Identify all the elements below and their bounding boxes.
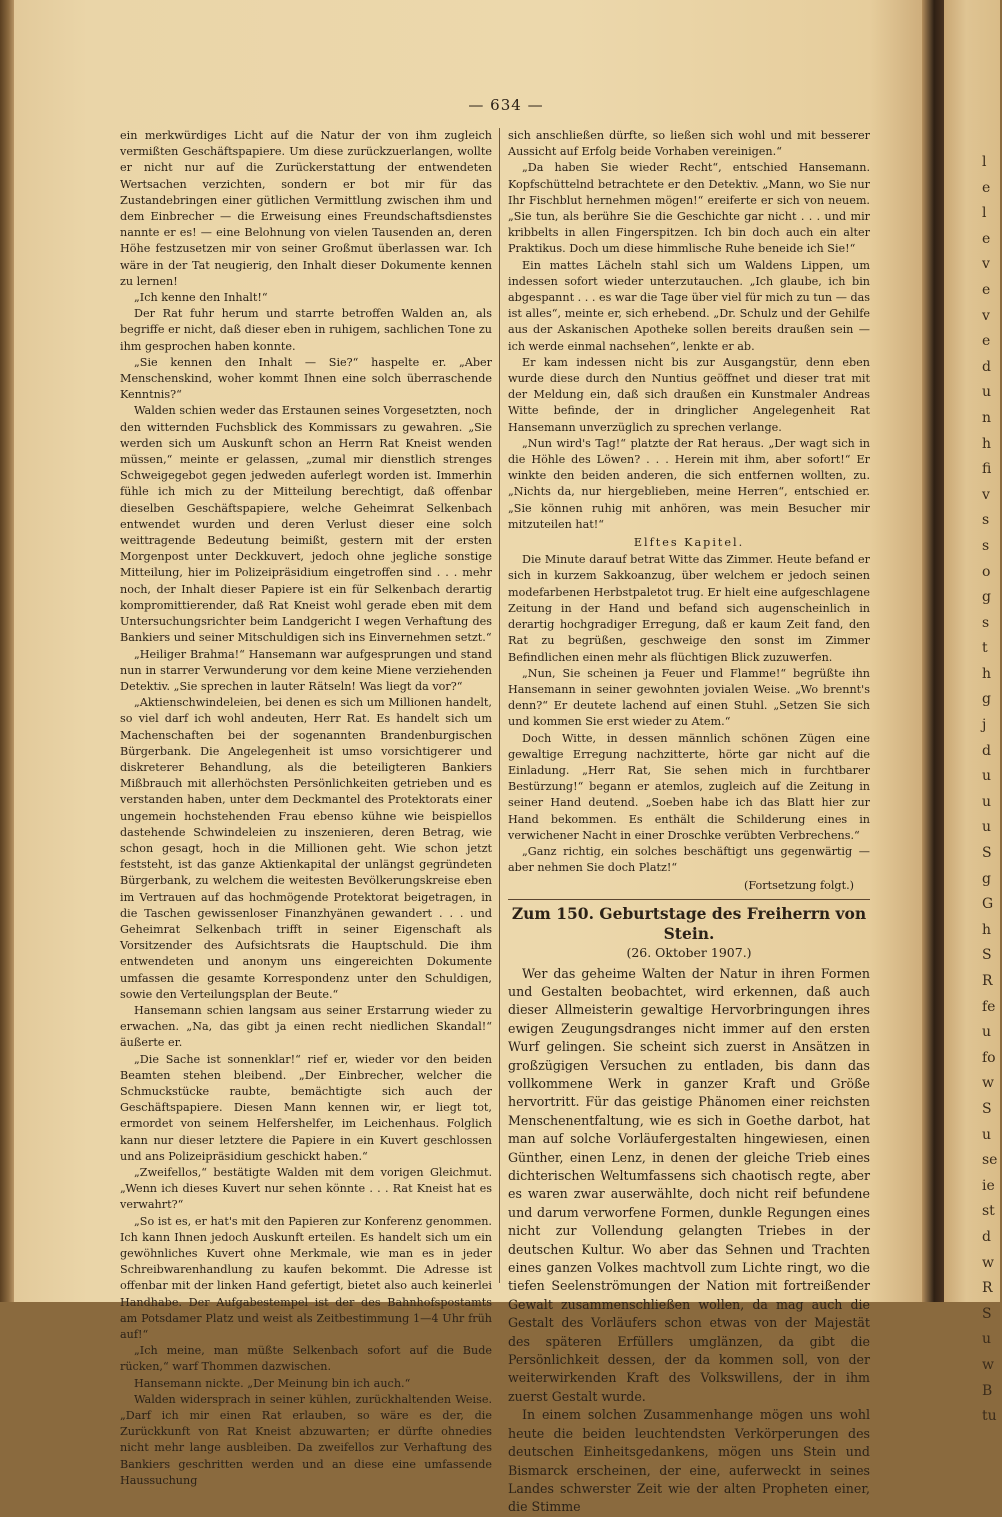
left-column [120,128,492,1487]
next-page-letter: e [982,281,991,298]
next-page-letter: l [982,154,987,170]
next-page-letter: w [982,1254,994,1271]
paragraph: „Da haben Sie wieder Recht“, entschied Hansemann. Kopfschüttelnd betrachtete er den Detektiv. „Mann, wo Sie nur Ihr Fischblut hernehmen mögen!“ ereiferte er sich von neuem. „Sie tun, als berühre Sie die Geschichte gar nicht . . . und mir kribbelts in allen Fingerspitzen. Ich bin doch auch ein alter Praktikus. Doch um diese himmlische Ruhe beneide ich Sie!“ [508,161,870,256]
next-page-letter: s [982,512,990,529]
next-page-letter: u [982,1331,992,1348]
paragraph: „Ich kenne den Inhalt!“ [134,291,268,305]
next-page-letter: h [982,665,992,682]
paragraph: „Ganz richtig, ein solches beschäftigt uns gegenwärtig — aber nehmen Sie doch Platz!“ [508,844,870,875]
paragraph: Hansemann nickte. „Der Meinung bin ich auch.“ [134,1376,411,1390]
paragraph: Walden widersprach in seiner kühlen, zurückhaltenden Weise. „Darf ich mir einen Rat erlauben, so wäre es der, die Zurückkunft von Rat Kneist abzuwarten; er dürfte ohnedies nicht mehr lange ausbleiben. Da zweifellos zur Verhaftung des Bankiers geschritten werden und an diese eine umfassende Haussuchung [120,1392,492,1487]
next-page-letter: v [982,486,990,503]
next-page-letter: fo [982,1049,996,1066]
paragraph: Doch Witte, in dessen männlich schönen Zügen eine gewaltige Erregung nachzitterte, hörte gar nicht auf die Einladung. „Herr Rat, Sie sehen mich in furchtbarer Bestürzung!“ begann er atemlos, zugleich auf die Zeitung in seiner Hand deutend. „Soeben habe ich das Blatt hier zur Hand bekommen. Es enthält die Schilderung eines in verwichener Nacht in einer Droschke verübten Verbrechens.“ [508,731,870,842]
paragraph: „Heiliger Brahma!“ Hansemann war aufgesprungen und stand nun in starrer Verwunderung vor dem keine Miene verziehenden Detektiv. „Sie sprechen in lauter Rätseln! Was liegt da vor?“ [120,647,492,693]
next-page-letter: S [982,1100,992,1117]
next-page-letter: e [982,179,991,196]
next-page-letter: g [982,691,991,708]
next-page-letter: v [982,307,990,324]
next-page-letter: g [982,870,991,887]
paragraph: „Zweifellos,“ bestätigte Walden mit dem vorigen Gleichmut. „Wenn ich dieses Kuvert nur sehen könnte . . . Rat Kneist hat es verwahrt?“ [120,1166,492,1212]
next-page-letter: ie [982,1177,995,1194]
paragraph: sich anschließen dürfte, so ließen sich wohl und mit besserer Aussicht auf Erfolg beide Vorhaben vereinigen.“ [508,129,870,159]
paragraph: Er kam indessen nicht bis zur Ausgangstür, denn eben wurde diese durch den Nuntius geöffnet und dieser trat mit der Meldung ein, daß sich draußen ein Kunstmaler Andreas Witte befinde, der in dringlicher Angelegenheit Rat Hansemann unverzüglich zu sprechen verlange. [508,355,870,434]
next-page-letter: v [982,256,990,273]
next-page-letter: d [982,1228,991,1245]
chapter-heading: Elftes Kapitel. [633,536,745,550]
paragraph: „Sie kennen den Inhalt — Sie?“ haspelte er. „Aber Menschenskind, woher kommt Ihnen eine solch überraschende Kenntnis?“ [120,355,492,402]
next-page-letter: o [982,563,991,580]
paragraph: Ein mattes Lächeln stahl sich um Waldens Lippen, um indessen sofort wieder unterzutauchen. „Ich glaube, ich bin abgespannt . . . es war die Tage über viel für mich zu tun — das ist alles“, meinte er, sich erhebend. „Dr. Schulz und der Gehilfe aus der Askanischen Apotheke sollen bereits draußen sein — ich werde einmal nachsehen“, lenkte er ab. [508,258,871,353]
paragraph: „Nun, Sie scheinen ja Feuer und Flamme!“ begrüßte ihn Hansemann in seiner gewohnten jovialen Weise. „Wo brennt's denn?“ Er deutete lachend auf einen Stuhl. „Setzen Sie sich und kommen Sie erst wieder zu Atem.“ [508,666,870,729]
paragraph: ein merkwürdiges Licht auf die Natur der von ihm zugleich vermißten Geschäftspapiere. Um diese zurückzuerlangen, wollte er nicht nur auf die Zurückerstattung der entwendeten Wertsachen verzichten, sondern er bot mir für das Zustandebringen einer gütlichen Vermittlung zwischen ihm und dem Einbrecher — die Erweisung eines Freundschaftsdienstes nannte er es! — eine Belohnung von vielen Tausenden an, deren Höhe festzusetzen mir von seiner Großmut überlassen war. Ich wäre in der Tat neugierig, den Inhalt dieser Dokumente kennen zu lernen! [120,129,492,288]
next-page-letter: h [982,921,992,938]
next-page-letter: u [982,1024,992,1041]
next-page-letter: fe [982,998,996,1015]
next-page-letter: st [982,1203,995,1220]
next-page-letter: s [982,614,990,631]
next-page-letter: w [982,1356,994,1373]
gutter-shadow [922,0,944,1302]
next-page-letter: h [982,435,992,452]
next-page-edge [944,0,1000,1425]
next-page-letter: u [982,384,992,401]
next-page-letter: n [982,409,992,426]
next-page-letter: u [982,1126,992,1143]
paragraph: „So ist es, er hat's mit den Papieren zur Konferenz genommen. Ich kann Ihnen jedoch Auskunft erteilen. Es handelt sich um ein gewöhnliches Kuvert ohne Merkmale, wie man es in jeder Schreibwarenhandlung zu kaufen bekommt. Die Adresse ist offenbar mit der linken Hand gefertigt, bietet also auch keinerlei Handhabe. Der Aufgabestempel ist der des Bahnhofspostamts am Potsdamer Platz und weist als Zeitbestimmung 1—4 Uhr früh auf!“ [120,1214,492,1342]
paragraph: Wer das geheime Walten der Natur in ihren Formen und Gestalten beobachtet, wird erkennen, daß auch dieser Allmeisterin gewaltige Hervorbringungen ihres ewigen Zeugungsdranges nicht immer auf den ersten Wurf gelingen. Sie scheint sich zuerst in Ansätzen in großzügigen Versuchen zu entladen, bis dann das vollkommene Werk in ganzer Kraft und Größe hervortritt. Für das geistige Phänomen einer reichsten Menschenentfaltung, wie es sich in Goethe darbot, hat man auf solche Vorläufergestalten hingewiesen, einen Günther, einen Lenz, in denen der gleiche Trieb eines dichterischen Weltumfassens sich chaotisch regte, aber es waren zwar auserwählte, doch nicht reif befundene und darum verworfene Formen, dunkle Regungen eines nicht zur Vollendung gelangten Triebes in der deutschen Kultur. Wo aber das Sehnen und Trachten eines ganzen Volkes machtvoll zum Lichte ringt, wo die tiefen Seelenströmungen der Nation mit fortreißender Gewalt zusammenschließen wollen, da mag auch die Gestalt des Vorläufers schon etwas von der Majestät des späteren Erfüllers umglänzen, da gibt die Persönlichkeit dessen, der da kommen soll, von der weiterwirkenden Kraft des Volkswillens, der in ihm zuerst Gestalt wurde. [508,965,870,1404]
next-page-letter: fi [982,461,992,478]
page-number: — 634 — [468,96,544,114]
next-page-letter: B [982,1382,993,1399]
next-page-letter: s [982,537,990,554]
next-page-letter: G [982,896,994,913]
paragraph: Hansemann schien langsam aus seiner Erstarrung wieder zu erwachen. „Na, das gibt ja einen recht niedlichen Skandal!“ äußerte er. [120,1003,492,1050]
paragraph: In einem solchen Zusammenhange mögen uns wohl heute die beiden leuchtendsten Verkörperungen des deutschen Einheitsgedankens, mögen uns Stein und Bismarck erscheinen, der eine, auferweckt in seines Landes schwerster Zeit wie der alten Propheten einer, die Stimme [508,1407,870,1515]
next-page-letter: se [982,1152,998,1169]
right-column [508,128,871,1515]
next-page-letter: u [982,819,992,836]
next-page-letter: e [982,333,991,350]
next-page-letter: S [982,947,992,964]
next-page-fragment [982,150,1002,1430]
next-page-letter: u [982,793,992,810]
next-page-letter: d [982,358,991,375]
book-binding [0,0,14,1302]
next-page-letter: g [982,589,991,606]
paragraph: Der Rat fuhr herum und starrte betroffen Walden an, als begriffe er nicht, daß dieser eben in ruhigem, sachlichen Tone zu ihm gesprochen haben konnte. [120,307,492,353]
next-page-letter: R [982,1280,993,1297]
next-page-letter: t [982,640,988,657]
paragraph: „Die Sache ist sonnenklar!“ rief er, wieder vor den beiden Beamten stehen bleibend. „Der Einbrecher, welcher die Schmuckstücke raubte, bemächtigte sich auch der Geschäftspapiere. Diesen Mann kennen wir, er liegt tot, ermordet von seinem Helfershelfer, im Leichenhaus. Folglich kann nur dieser letztere die Papiere in ein Kuvert geschlossen und ans Polizeipräsidium geschickt haben.“ [120,1052,492,1163]
paragraph: Walden schien weder das Erstaunen seines Vorgesetzten, noch den witternden Fuchsblick des Kommissars zu gewahren. „Sie werden sich um Auskunft schon an Herrn Rat Kneist wenden müssen,“ meinte er gelassen, „zumal mir dienstlich strenges Schweigegebot gegen jedweden auferlegt worden ist. Immerhin fühle ich mich zu der Mitteilung berechtigt, daß offenbar dieselben Geschäftspapiere, welche Geheimrat Selkenbach entwendet wurden und deren Verlust dieser eine solch weittragende Bedeutung beimißt, gestern mit der ersten Morgenpost unter Deckkuvert, jedoch ohne jegliche sonstige Mitteilung, hier im Polizeipräsidium eingetroffen sind . . . mehr noch, der Inhalt dieser Papiere ist ein für Selkenbach derartig kompromittierender, daß Rat Kneist wohl gerade eben mit dem Untersuchungsrichter beim Landgericht I wegen Verhaftung des Bankiers und seiner Mitschuldigen sich ins Einvernehmen setzt.“ [120,404,492,645]
next-page-letter: w [982,1075,994,1092]
next-page-letter: j [982,717,987,734]
article-dateline: (26. Oktober 1907.) [626,944,752,960]
paragraph: Die Minute darauf betrat Witte das Zimmer. Heute befand er sich in kurzem Sakkoanzug, über welchem er jedoch seinen modefarbenen Herbstpaletot trug. Er hielt eine aufgeschlagene Zeitung in der Hand und befand sich augenscheinlich in derartig hochgradiger Erregung, daß er kaum Zeit fand, den Rat zu begrüßen, geschweige den sonst im Zimmer Befindlichen einen mehr als flüchtigen Blick zuzuwerfen. [508,553,870,664]
next-page-letter: R [982,973,993,989]
next-page-letter: d [982,742,991,759]
next-page-letter: S [982,1305,992,1322]
next-page-letter: l [982,205,987,222]
next-page-letter: S [982,845,992,862]
continued-note: (Fortsetzung folgt.) [743,879,854,893]
paragraph: „Aktienschwindeleien, bei denen es sich um Millionen handelt, so viel darf ich wohl andeuten, Herr Rat. Es handelt sich um Machenschaften bei der sogenannten Brandenburgischen Bürgerbank. Die Angelegenheit ist umso vorsichtigerer und diskreterer Behandlung, als die beteiligteren Bankiers Mißbrauch mit allerhöchsten Persönlichkeiten getrieben und es verstanden haben, unter dem Deckmantel des Protektorats einer ungemein hochstehenden Frau ebenso kühne wie beispiellos dastehende Schwindeleien zu inszenieren, deren Betrag, wie schon gesagt, hoch in die Millionen geht. Wie schon jetzt feststeht, ist das ganze Aktienkapital der unlängst gegründeten Bürgerbank, zu welchem die weitesten Bevölkerungskreise eben im Vertrauen auf das hochmögende Protektorat beigetragen, in die Taschen gewissenloser Finanzhyänen gewandert . . . und Geheimrat Selkenbach trifft in seiner Eigenschaft als Vorsitzender des Aufsichtsrats die Hauptschuld. Die ihm entwendeten und anonym uns eingereichten Dokumente umfassen die gesamte Korrespondenz unter den Schuldigen, sowie den Verteilungsplan der Beute.“ [120,696,492,1001]
next-page-letter: u [982,768,992,785]
paragraph: „Ich meine, man müßte Selkenbach sofort auf die Bude rücken,“ warf Thommen dazwischen. [120,1344,492,1374]
next-page-letter: e [982,230,991,247]
paragraph: „Nun wird's Tag!“ platzte der Rat heraus. „Der wagt sich in die Höhle des Löwen? . . . Herein mit ihm, aber sofort!“ Er winkte den beiden anderen, die sich entfernen wollten, zu. „Nichts da, nur hiergeblieben, meine Herren“, entschied er. „Sie können ruhig mit anhören, was mein Besucher mir mitzuteilen hat!“ [508,436,870,531]
article-headline: Zum 150. Geburtstage des Freiherrn von Stein. [511,903,867,943]
column-divider [499,128,500,1283]
section-divider [508,899,870,900]
next-page-letter: tu [982,1408,997,1425]
